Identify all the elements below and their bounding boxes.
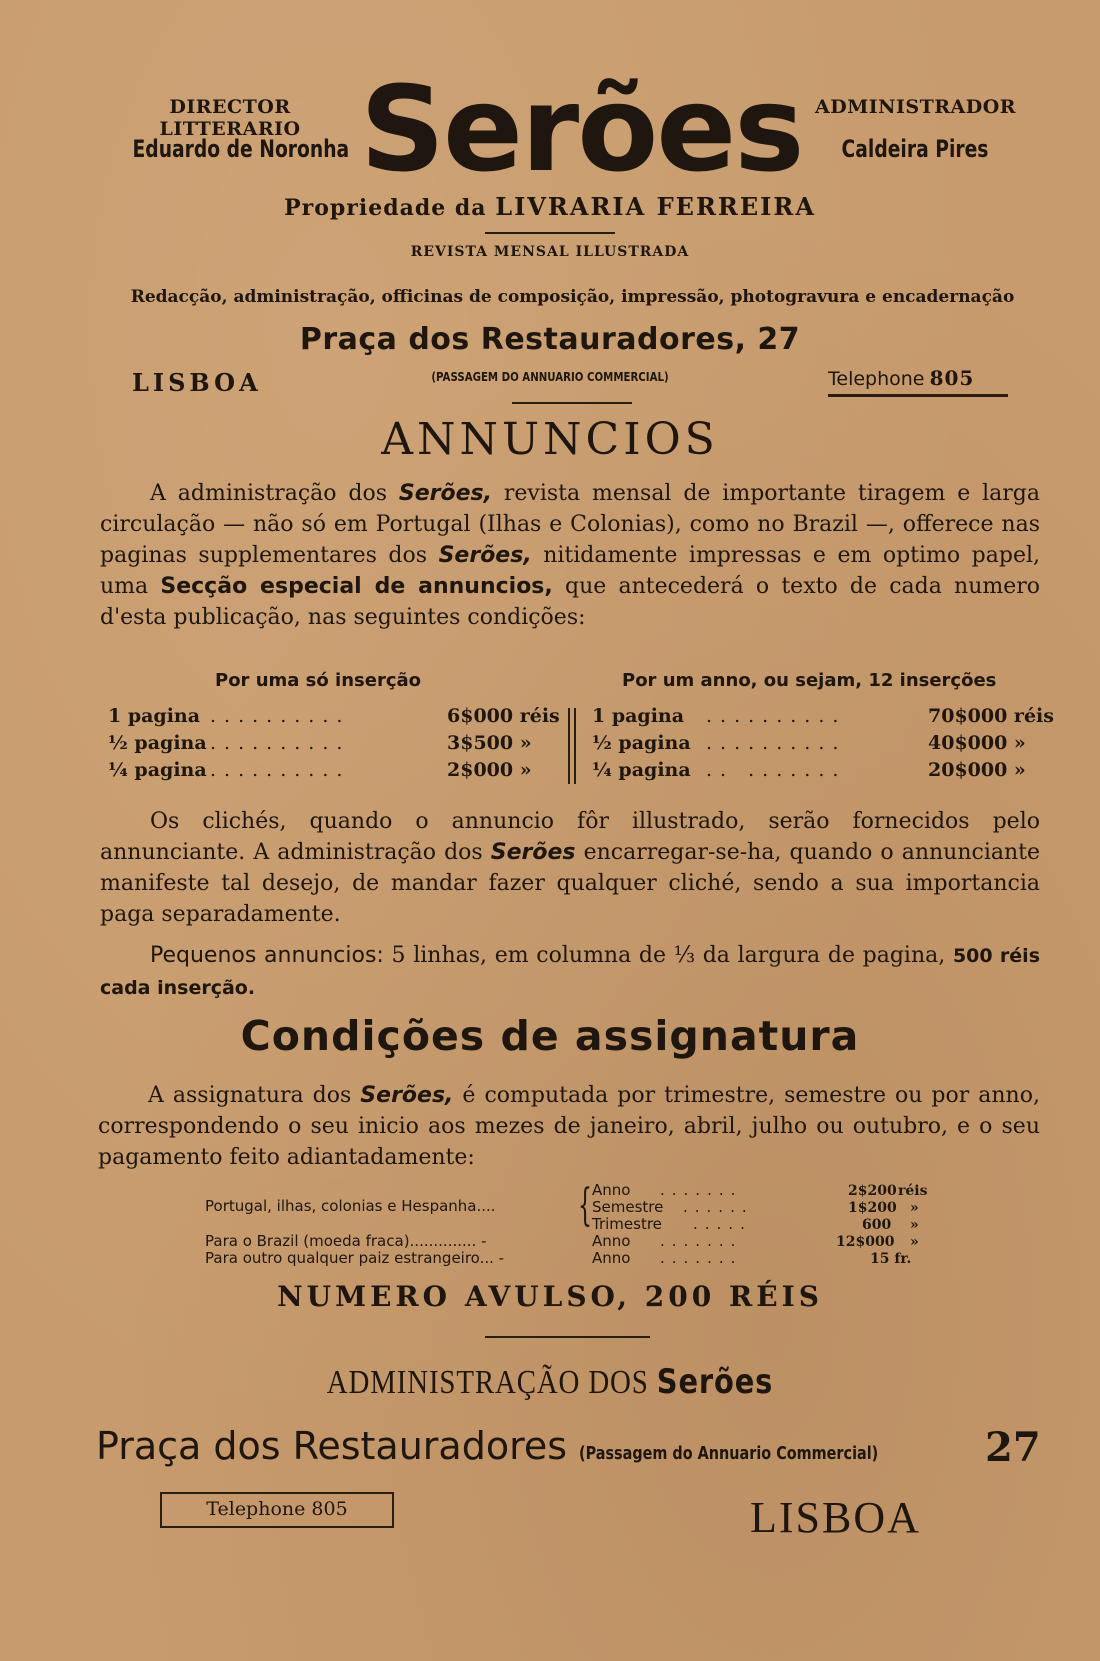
telephone-box: Telephone 805: [160, 1492, 394, 1528]
subscription-paragraph: [98, 1080, 1040, 1173]
period-dots: .......: [660, 1181, 743, 1199]
period-dots: ......: [683, 1198, 754, 1216]
seroes-mention: Serões,: [438, 543, 532, 568]
row-label: ½ pagina: [108, 732, 207, 754]
divider-top: [485, 232, 615, 234]
ownership-prefix: Propriedade da: [284, 195, 487, 221]
small-ads-label: Pequenos annuncios:: [150, 943, 384, 968]
small-ads-price: 500 réis cada inserção.: [100, 945, 1041, 999]
telephone-number: 805: [929, 366, 975, 390]
unit-anno: réis: [898, 1183, 928, 1199]
row-dots: ..........: [706, 705, 847, 727]
row-label: ½ pagina: [592, 732, 691, 754]
row-price: 3$500 »: [447, 732, 532, 754]
yearly-row-price: [928, 759, 1026, 781]
brazil-dots: .......: [660, 1232, 743, 1250]
row-price: 40$000 »: [928, 732, 1026, 754]
passage-note: (PASSAGEM DO ANNUARIO COMMERCIAL): [431, 370, 669, 384]
single-insertion-header: Por uma só inserção: [215, 670, 421, 691]
foreign-label: Para outro qualquer paiz estrangeiro... -: [205, 1249, 505, 1267]
price-trimestre: 600: [862, 1217, 892, 1233]
single-row-price: [447, 732, 532, 754]
brace-icon: {: [578, 1180, 592, 1231]
ownership-line: [150, 192, 950, 221]
cliches-text-1: Os clichés, quando o annuncio fôr illustrado, serão fornecidos pelo annunciante. A administração dos: [100, 809, 1040, 865]
single-row-dots: [210, 705, 350, 727]
table-separator-left: [568, 708, 570, 784]
period-trimestre: Trimestre: [592, 1215, 662, 1233]
foreign-price: 15 fr.: [870, 1251, 912, 1267]
annuncios-heading: ANNUNCIOS: [381, 414, 719, 465]
yearly-row-dots: [706, 759, 846, 781]
city-bottom: LISBOA: [750, 1493, 921, 1542]
single-row-price: [447, 759, 532, 781]
small-ads-text: 5 linhas, em columna de ⅓ da largura de pagina,: [391, 943, 946, 968]
row-label: ¼ pagina: [592, 759, 691, 781]
unit-trimestre: »: [910, 1217, 919, 1233]
cliches-paragraph: [100, 806, 1040, 930]
row-dots: ..........: [210, 732, 351, 754]
address-number-wrap: [985, 1424, 1041, 1471]
price-anno: 2$200: [848, 1183, 897, 1199]
address-bottom: [96, 1424, 953, 1468]
subscription-heading: Condições de assignatura: [240, 1012, 860, 1060]
single-row-price: [447, 705, 560, 727]
single-row: [108, 705, 200, 727]
intro-text-1: A administração dos: [150, 481, 387, 506]
subscription-text-1: A assignatura dos: [148, 1083, 352, 1108]
administration-prefix: ADMINISTRAÇÃO DOS: [326, 1364, 649, 1401]
subtitle: REVISTA MENSAL ILLUSTRADA: [410, 244, 690, 260]
city-top: LISBOA: [132, 368, 262, 397]
publisher-name: LIVRARIA FERREIRA: [495, 192, 816, 221]
row-dots: ..........: [210, 759, 351, 781]
seroes-mention: Serões,: [360, 1083, 454, 1108]
row-dots: ..........: [706, 732, 847, 754]
row-label: ¼ pagina: [108, 759, 207, 781]
brazil-period: Anno: [592, 1232, 631, 1250]
single-row-dots: [210, 732, 350, 754]
single-row: [108, 759, 207, 781]
foreign-dots: .......: [660, 1249, 743, 1267]
portugal-label: Portugal, ilhas, colonias e Hespanha....: [205, 1197, 496, 1215]
director-label: DIRECTOR LITTERARIO: [159, 96, 301, 140]
address-line: Praça dos Restauradores, 27: [299, 322, 801, 357]
row-price: 20$000 »: [928, 759, 1026, 781]
period-semestre: Semestre: [592, 1198, 664, 1216]
single-row: [108, 732, 207, 754]
services-line: Redacção, administração, officinas de composição, impressão, photogravura e encadernação: [130, 287, 1015, 307]
administrator-label: ADMINISTRADOR: [815, 96, 1017, 118]
row-price: 70$000 réis: [928, 705, 1054, 727]
row-price: 2$000 »: [447, 759, 532, 781]
intro-text-3: nitidamente impressas e em optimo papel, uma: [100, 543, 1041, 599]
seroes-mention: Serões: [490, 840, 576, 865]
address-street: Praça dos Restauradores: [96, 1424, 568, 1468]
small-ads-paragraph: [100, 940, 1040, 1004]
magazine-title: Serões: [360, 60, 803, 198]
intro-text-4: que antecederá o texto de cada numero d'esta publicação, nas seguintes condições:: [100, 574, 1041, 630]
administration-line: [210, 1362, 890, 1402]
foreign-period: Anno: [592, 1249, 631, 1267]
yearly-row-price: [928, 705, 1054, 727]
telephone-underline: [828, 394, 1008, 397]
yearly-insertion-header: Por um anno, ou sejam, 12 inserções: [622, 670, 997, 691]
yearly-row: [592, 759, 691, 781]
price-semestre: 1$200: [848, 1200, 897, 1216]
yearly-row-dots: [706, 732, 846, 754]
period-dots: .....: [693, 1215, 752, 1233]
yearly-row: [592, 705, 684, 727]
address-number: 27: [985, 1424, 1041, 1471]
administration-brand: Serões: [656, 1362, 774, 1402]
telephone-top: [828, 366, 974, 390]
brazil-price: 12$000: [836, 1234, 895, 1250]
seccao-mention: Secção especial de annuncios,: [160, 574, 553, 599]
intro-text-2: revista mensal de importante tiragem e larga circulação — não só em Portugal (Ilhas e Colonias), como no Brazil —, offerece nas paginas supplementares dos: [100, 481, 1040, 568]
row-label: 1 pagina: [108, 705, 201, 727]
single-issue-price: NUMERO AVULSO, 200 RÉIS: [277, 1280, 823, 1313]
address-passage: (Passagem do Annuario Commercial): [579, 1443, 879, 1464]
divider-bottom: [485, 1336, 650, 1338]
director-name: Eduardo de Noronha: [132, 135, 350, 163]
row-dots: ..........: [210, 705, 351, 727]
subscription-text-2: é computada por trimestre, semestre ou por anno, correspondendo o seu inicio aos mezes de janeiro, abril, julho ou outubro, e o seu pagamento feito adiantadamente:: [98, 1083, 1040, 1170]
cliches-text-2: encarregar-se-ha, quando o annunciante manifeste tal desejo, de mandar fazer qualquer cliché, sendo a sua importancia paga separadamente.: [100, 840, 1040, 927]
yearly-row-dots: [706, 705, 846, 727]
unit-semestre: »: [910, 1200, 919, 1216]
single-row-dots: [210, 759, 350, 781]
divider-middle: [512, 402, 632, 404]
row-dots: .. .......: [706, 759, 847, 781]
brazil-unit: »: [910, 1234, 919, 1250]
row-label: 1 pagina: [592, 705, 685, 727]
row-price: 6$000 réis: [447, 705, 560, 727]
administrator-name: Caldeira Pires: [841, 135, 989, 163]
period-anno: Anno: [592, 1181, 631, 1199]
brazil-label: Para o Brazil (moeda fraca).............. -: [205, 1232, 487, 1250]
table-separator-right: [574, 708, 576, 784]
telephone-label: Telephone: [828, 368, 925, 390]
annuncios-intro: [100, 478, 1040, 633]
seroes-mention: Serões,: [398, 481, 492, 506]
yearly-row: [592, 732, 691, 754]
yearly-row-price: [928, 732, 1026, 754]
